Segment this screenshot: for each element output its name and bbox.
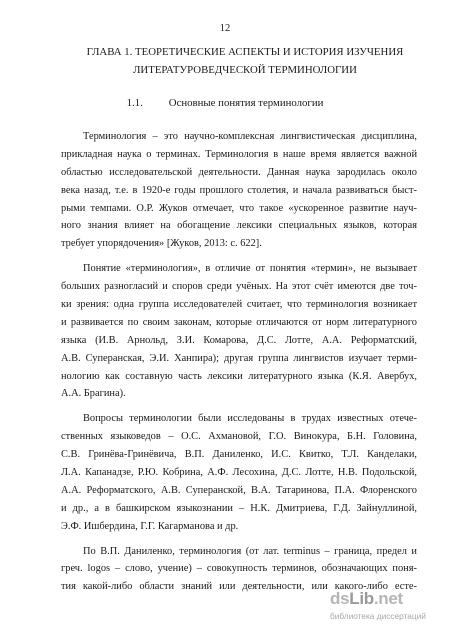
text-line: Терминология – это научно-комплексная лингвистическая дисциплина,	[83, 131, 417, 142]
text-line: и др., а в башкирском языкознании – Н.К. Дмитриева, Г.Д. Зайнуллиной,	[61, 502, 417, 514]
chapter-title-line: ГЛАВА 1. ТЕОРЕТИЧЕСКИЕ АСПЕКТЫ И ИСТОРИЯ ИЗУЧЕНИЯ	[86, 46, 404, 58]
paragraph-gap	[61, 536, 417, 543]
text-line: греч. logos – слово, учение) – совокупность терминов, обозначающих поня-	[61, 563, 417, 575]
watermark	[330, 589, 436, 625]
paragraph-gap	[61, 403, 417, 410]
text-line: Л.А. Капанадзе, Р.Ю. Кобрина, А.Ф. Лесохина, Д.С. Лотте, Н.В. Подольской,	[61, 467, 417, 479]
text-line: прикладная наука о терминах. Терминология в наше время является важной	[61, 148, 417, 160]
chapter-title	[60, 43, 430, 79]
body-text	[61, 128, 417, 596]
watermark-logo-net: .net	[373, 589, 403, 608]
paragraph	[61, 128, 417, 253]
watermark-subtitle: библиотека диссертаций	[330, 611, 426, 621]
text-line: А.А. Брагина).	[61, 388, 126, 400]
text-line: века назад, т.е. в 1920-е годы прошлого столетия, и начала развиваться быст-	[61, 184, 417, 196]
page-number: 12	[219, 23, 231, 34]
text-line: требует упорядочения» [Жуков, 2013: с. 622].	[61, 238, 262, 250]
paragraph	[61, 260, 417, 403]
text-line: тия какой-либо области знаний или деятельности, или какого-либо есте-	[61, 581, 417, 593]
text-line: По В.П. Даниленко, терминология (от лат. terminus – граница, предел и	[83, 545, 417, 557]
text-line: областью исследовательской деятельности. Данная наука зародилась около	[61, 166, 417, 178]
text-line: Вопросы терминологии были исследованы в трудах известных отече-	[83, 413, 417, 425]
section-number: 1.1.	[126, 97, 143, 109]
watermark-logo	[330, 589, 403, 609]
text-line: С.В. Гринёва-Гринёвича, В.П. Даниленко, И.С. Квитко, Т.Л. Канделаки,	[61, 449, 417, 461]
paragraph-gap	[61, 253, 417, 260]
text-line: А.А. Реформатского, А.В. Суперанской, В.А. Татаринова, П.А. Флоренского	[61, 484, 417, 496]
text-line: Э.Ф. Ишбердина, Г.Г. Кагарманова и др.	[61, 520, 239, 532]
text-line: рыми темпами. О.Р. Жуков отмечает, что такое «ускоренное развитие науч-	[61, 202, 417, 214]
text-line: и развивается по своим законам, которые отличаются от норм литературного	[61, 316, 417, 328]
section-title: Основные понятия терминологии	[168, 97, 324, 109]
text-line: языка (И.В. Арнольд, З.И. Комарова, Д.С. Лотте, А.А. Реформатский,	[61, 334, 417, 346]
text-line: больших разногласий и споров среди учёных. На этот счёт имеются две точ-	[61, 281, 417, 293]
section-heading	[0, 97, 450, 109]
watermark-logo-lib: Lib	[349, 589, 374, 608]
text-line: нологию как составную часть лексики литературного языка (К.Я. Авербух,	[61, 370, 417, 382]
paragraph	[61, 410, 417, 535]
chapter-title-line: ЛИТЕРАТУРОВЕДЧЕСКОЙ ТЕРМИНОЛОГИИ	[133, 64, 357, 76]
text-line: Понятие «терминология», в отличие от понятия «термин», не вызывает	[83, 263, 417, 275]
text-line: ного знания влияет на обогащение лексики специальных языков, которая	[61, 220, 417, 232]
text-line: ки зрения: одна группа исследователей считает, что терминология возникает	[61, 299, 417, 311]
watermark-logo-ds: ds	[330, 589, 350, 608]
text-line: ственных языковедов – О.С. Ахмановой, Г.О. Винокура, Б.Н. Головина,	[61, 431, 417, 443]
text-line: А.В. Суперанская, Э.И. Ханпира); другая группа лингвистов изучает терми-	[61, 352, 417, 364]
